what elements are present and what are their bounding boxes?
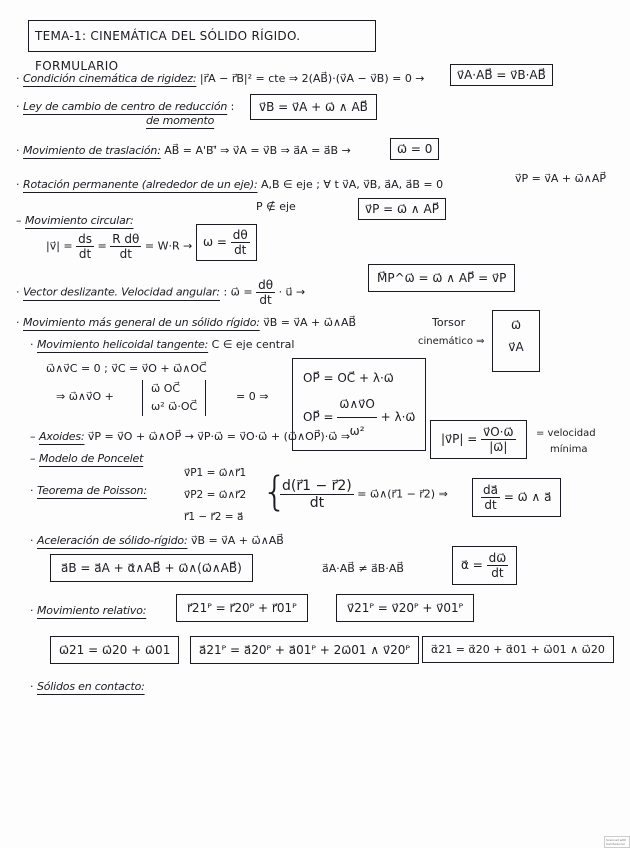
text: ω = [203, 235, 227, 249]
torsor-label-2: cinemático ⇒ [418, 336, 485, 347]
section-deslizante: · Vector deslizante. Velocidad angular: : ω⃗ = $\frac{d\theta}{dt}$ · u⃗ → [16, 278, 306, 307]
label: Teorema de Poisson: [37, 484, 147, 497]
row: v⃗P2 = ω⃗∧r⃗2 [184, 489, 247, 501]
section-poncelet: – Modelo de Poncelet [30, 452, 144, 465]
poisson-formula [280, 478, 448, 511]
boxed-formula: v⃗A·AB⃗ = v⃗B·AB⃗ [450, 64, 553, 86]
boxed-formula: M⃗P^ω⃗ = ω⃗ ∧ AP⃗ = v⃗P [368, 264, 515, 292]
den: dt [234, 243, 247, 257]
torsor-bottom: v⃗A [508, 340, 524, 354]
section-relativo: · Movimiento relativo: [30, 604, 147, 617]
side-formula: a⃗A·AB⃗ ≠ a⃗B·AB⃗ [322, 562, 404, 575]
den: ω² [349, 424, 365, 438]
boxed-formula: v⃗P = ω⃗ ∧ AP⃗ [358, 198, 446, 220]
poisson-system [184, 462, 246, 528]
label: Movimiento helicoidal tangente: [37, 338, 209, 351]
section-traslacion: · Movimiento de traslación: AB⃗ = A'B'⃗ ⇒ v⃗A = v⃗B ⇒ a⃗A = a⃗B → [16, 144, 351, 157]
label: Axoides: [39, 430, 85, 443]
den: dt [309, 495, 325, 511]
text: = ω⃗∧(r⃗1 − r⃗2) ⇒ [357, 487, 448, 501]
label: Rotación permanente (alrededor de un eje): [23, 178, 258, 191]
den: dt [484, 498, 497, 512]
section-general: · Movimiento más general de un sólido rígido: v⃗B = v⃗A + ω⃗∧AB⃗ [16, 316, 357, 329]
det-row: ω⃗ OC⃗ [151, 382, 181, 395]
text: + λ·ω⃗ [380, 410, 416, 424]
section-contacto: · Sólidos en contacto: [30, 680, 145, 693]
scanner-watermark: Scanned with CamScanner [604, 836, 630, 848]
boxed-formula: a⃗B = a⃗A + α⃗∧AB⃗ + ω⃗∧(ω⃗∧AB⃗) [50, 554, 253, 582]
section-circular: – Movimiento circular: [16, 214, 134, 227]
boxed-formula: ω⃗ = 0 [390, 138, 439, 160]
label: Movimiento de traslación: [23, 144, 161, 157]
label: Condición cinemática de rigidez: [23, 72, 197, 85]
formula: AB⃗ = A'B'⃗ ⇒ v⃗A = v⃗B ⇒ a⃗A = a⃗B → [164, 144, 351, 157]
num: dω⃗ [488, 551, 507, 565]
boxed-formula: ω⃗21 = ω⃗20 + ω⃗01 [50, 636, 179, 664]
fraction [481, 483, 500, 512]
num: dθ [258, 278, 274, 292]
torsor-box [492, 310, 540, 372]
boxed-formula [196, 224, 257, 261]
condition: P ∉ eje [256, 200, 296, 213]
formula: v⃗B = v⃗A + ω⃗∧AB⃗ [190, 534, 284, 547]
boxed-formula [430, 420, 527, 459]
fraction [280, 478, 354, 511]
text: = W·R → [144, 239, 193, 253]
text: |v⃗P| = [441, 432, 478, 446]
circular-formula: |v⃗| = $\frac{ds}{dt}$ = $\frac{\text{R dθ}}{dt}$ = W·R → [46, 232, 193, 261]
boxed-formula: a⃗21ᴾ = a⃗20ᴾ + a⃗01ᴾ + 2ω⃗01 ∧ v⃗20ᴾ [190, 636, 419, 664]
boxed-formula: v⃗B = v⃗A + ω⃗ ∧ AB⃗ [250, 94, 377, 120]
formula: ω⃗∧v⃗C = 0 ; v⃗C = v⃗O + ω⃗∧OC⃗ [46, 362, 207, 375]
label: Vector deslizante. Velocidad angular: [23, 285, 220, 299]
label: Movimiento más general de un sólido rígido: [23, 316, 260, 329]
boxed-formula [472, 478, 561, 517]
brace: { [262, 469, 288, 515]
det-row: ω² ω⃗·OC⃗ [151, 400, 198, 413]
num: ds [78, 232, 93, 246]
text: |v⃗| = [46, 239, 73, 253]
fraction [256, 278, 275, 307]
section-rotacion: · Rotación permanente (alrededor de un eje): A,B ∈ eje ; ∀ t v⃗A, v⃗B, a⃗A, a⃗B = 0 [16, 178, 444, 191]
den: dt [491, 566, 504, 580]
label: Sólidos en contacto: [37, 680, 145, 693]
boxed-formula: r⃗21ᴾ = r⃗20ᴾ + r⃗01ᴾ [176, 594, 308, 622]
boxed-formula [452, 546, 517, 585]
num: d(r⃗1 − r⃗2) [282, 478, 352, 494]
formula: ⇒ ω⃗∧v⃗O + [56, 390, 114, 403]
label: Ley de cambio de centro de reducción [23, 100, 228, 113]
row: r⃗1 − r⃗2 = a⃗ [184, 511, 244, 523]
section-aceleracion: · Aceleración de sólido-rígido: v⃗B = v⃗A + ω⃗∧AB⃗ [30, 534, 284, 547]
num: da⃗ [483, 483, 498, 497]
fraction [76, 232, 94, 261]
num: dθ [232, 228, 248, 242]
formula: v⃗P = v⃗O + ω⃗∧OP⃗ → v⃗P·ω⃗ = v⃗O·ω⃗ + (ω⃗∧OP⃗)·ω⃗ ⇒ [87, 430, 351, 443]
side-formula: v⃗P = v⃗A + ω⃗∧AP⃗ [515, 172, 607, 185]
page-title: TEMA-1: CINEMÁTICA DEL SÓLIDO RÍGIDO. FORMULARIO [28, 20, 376, 52]
fraction [110, 232, 141, 261]
text: = ω⃗ ∧ a⃗ [503, 490, 552, 504]
section-poisson: · Teorema de Poisson: [30, 484, 147, 497]
boxed-formula: α⃗21 = α⃗20 + α⃗01 + ω⃗01 ∧ ω⃗20 [422, 636, 614, 663]
label: Movimiento relativo: [37, 604, 147, 617]
label: Aceleración de sólido-rígido: [37, 534, 188, 547]
label-cont: de momento [146, 114, 215, 127]
fraction [487, 551, 509, 580]
note: mínima [550, 444, 588, 455]
formula: v⃗B = v⃗A + ω⃗∧AB⃗ [263, 316, 357, 329]
note: = velocidad [536, 428, 596, 439]
condition: C ∈ eje central [211, 338, 295, 351]
den: dt [259, 293, 272, 307]
section-axoides: – Axoides: v⃗P = v⃗O + ω⃗∧OP⃗ → v⃗P·ω⃗ = v⃗O·ω⃗ + (ω⃗∧OP⃗)·ω⃗ ⇒ [30, 430, 351, 443]
row: v⃗P1 = ω⃗∧r⃗1 [184, 467, 247, 479]
determinant [142, 380, 206, 416]
section-helicoidal: · Movimiento helicoidal tangente: C ∈ eje central [30, 338, 295, 351]
num: R dθ [112, 232, 140, 246]
num: v⃗O·ω⃗ [483, 425, 514, 439]
section-rigidez: · Condición cinemática de rigidez: |r⃗A − r⃗B|² = cte ⇒ 2(AB⃗)·(v⃗A − v⃗B) = 0 → [16, 72, 425, 85]
den: dt [78, 247, 92, 261]
num: ω⃗∧v⃗O [337, 391, 376, 418]
text: · u⃗ → [278, 285, 306, 299]
label: Modelo de Poncelet [39, 452, 144, 465]
text: ω⃗ = [230, 285, 253, 299]
den: dt [119, 247, 132, 261]
formula: |r⃗A − r⃗B|² = cte ⇒ 2(AB⃗)·(v⃗A − v⃗B) = 0 → [199, 72, 425, 85]
label: Movimiento circular: [25, 214, 134, 227]
den: |ω⃗| [489, 440, 508, 454]
boxed-formula: v⃗21ᴾ = v⃗20ᴾ + v⃗01ᴾ [336, 594, 474, 622]
section-cambio-centro: · Ley de cambio de centro de reducción : [16, 100, 235, 113]
torsor-label: Torsor [432, 316, 466, 329]
formula: A,B ∈ eje ; ∀ t v⃗A, v⃗B, a⃗A, a⃗B = 0 [260, 178, 444, 191]
fraction [481, 425, 515, 454]
text: α⃗ = [461, 558, 483, 572]
fraction [231, 228, 250, 257]
row: OP⃗ = OC⃗ + λ·ω⃗ [303, 371, 394, 385]
formula: = 0 ⇒ [236, 390, 269, 403]
torsor-top: ω⃗ [510, 318, 522, 332]
text: OP⃗ = [303, 410, 334, 424]
